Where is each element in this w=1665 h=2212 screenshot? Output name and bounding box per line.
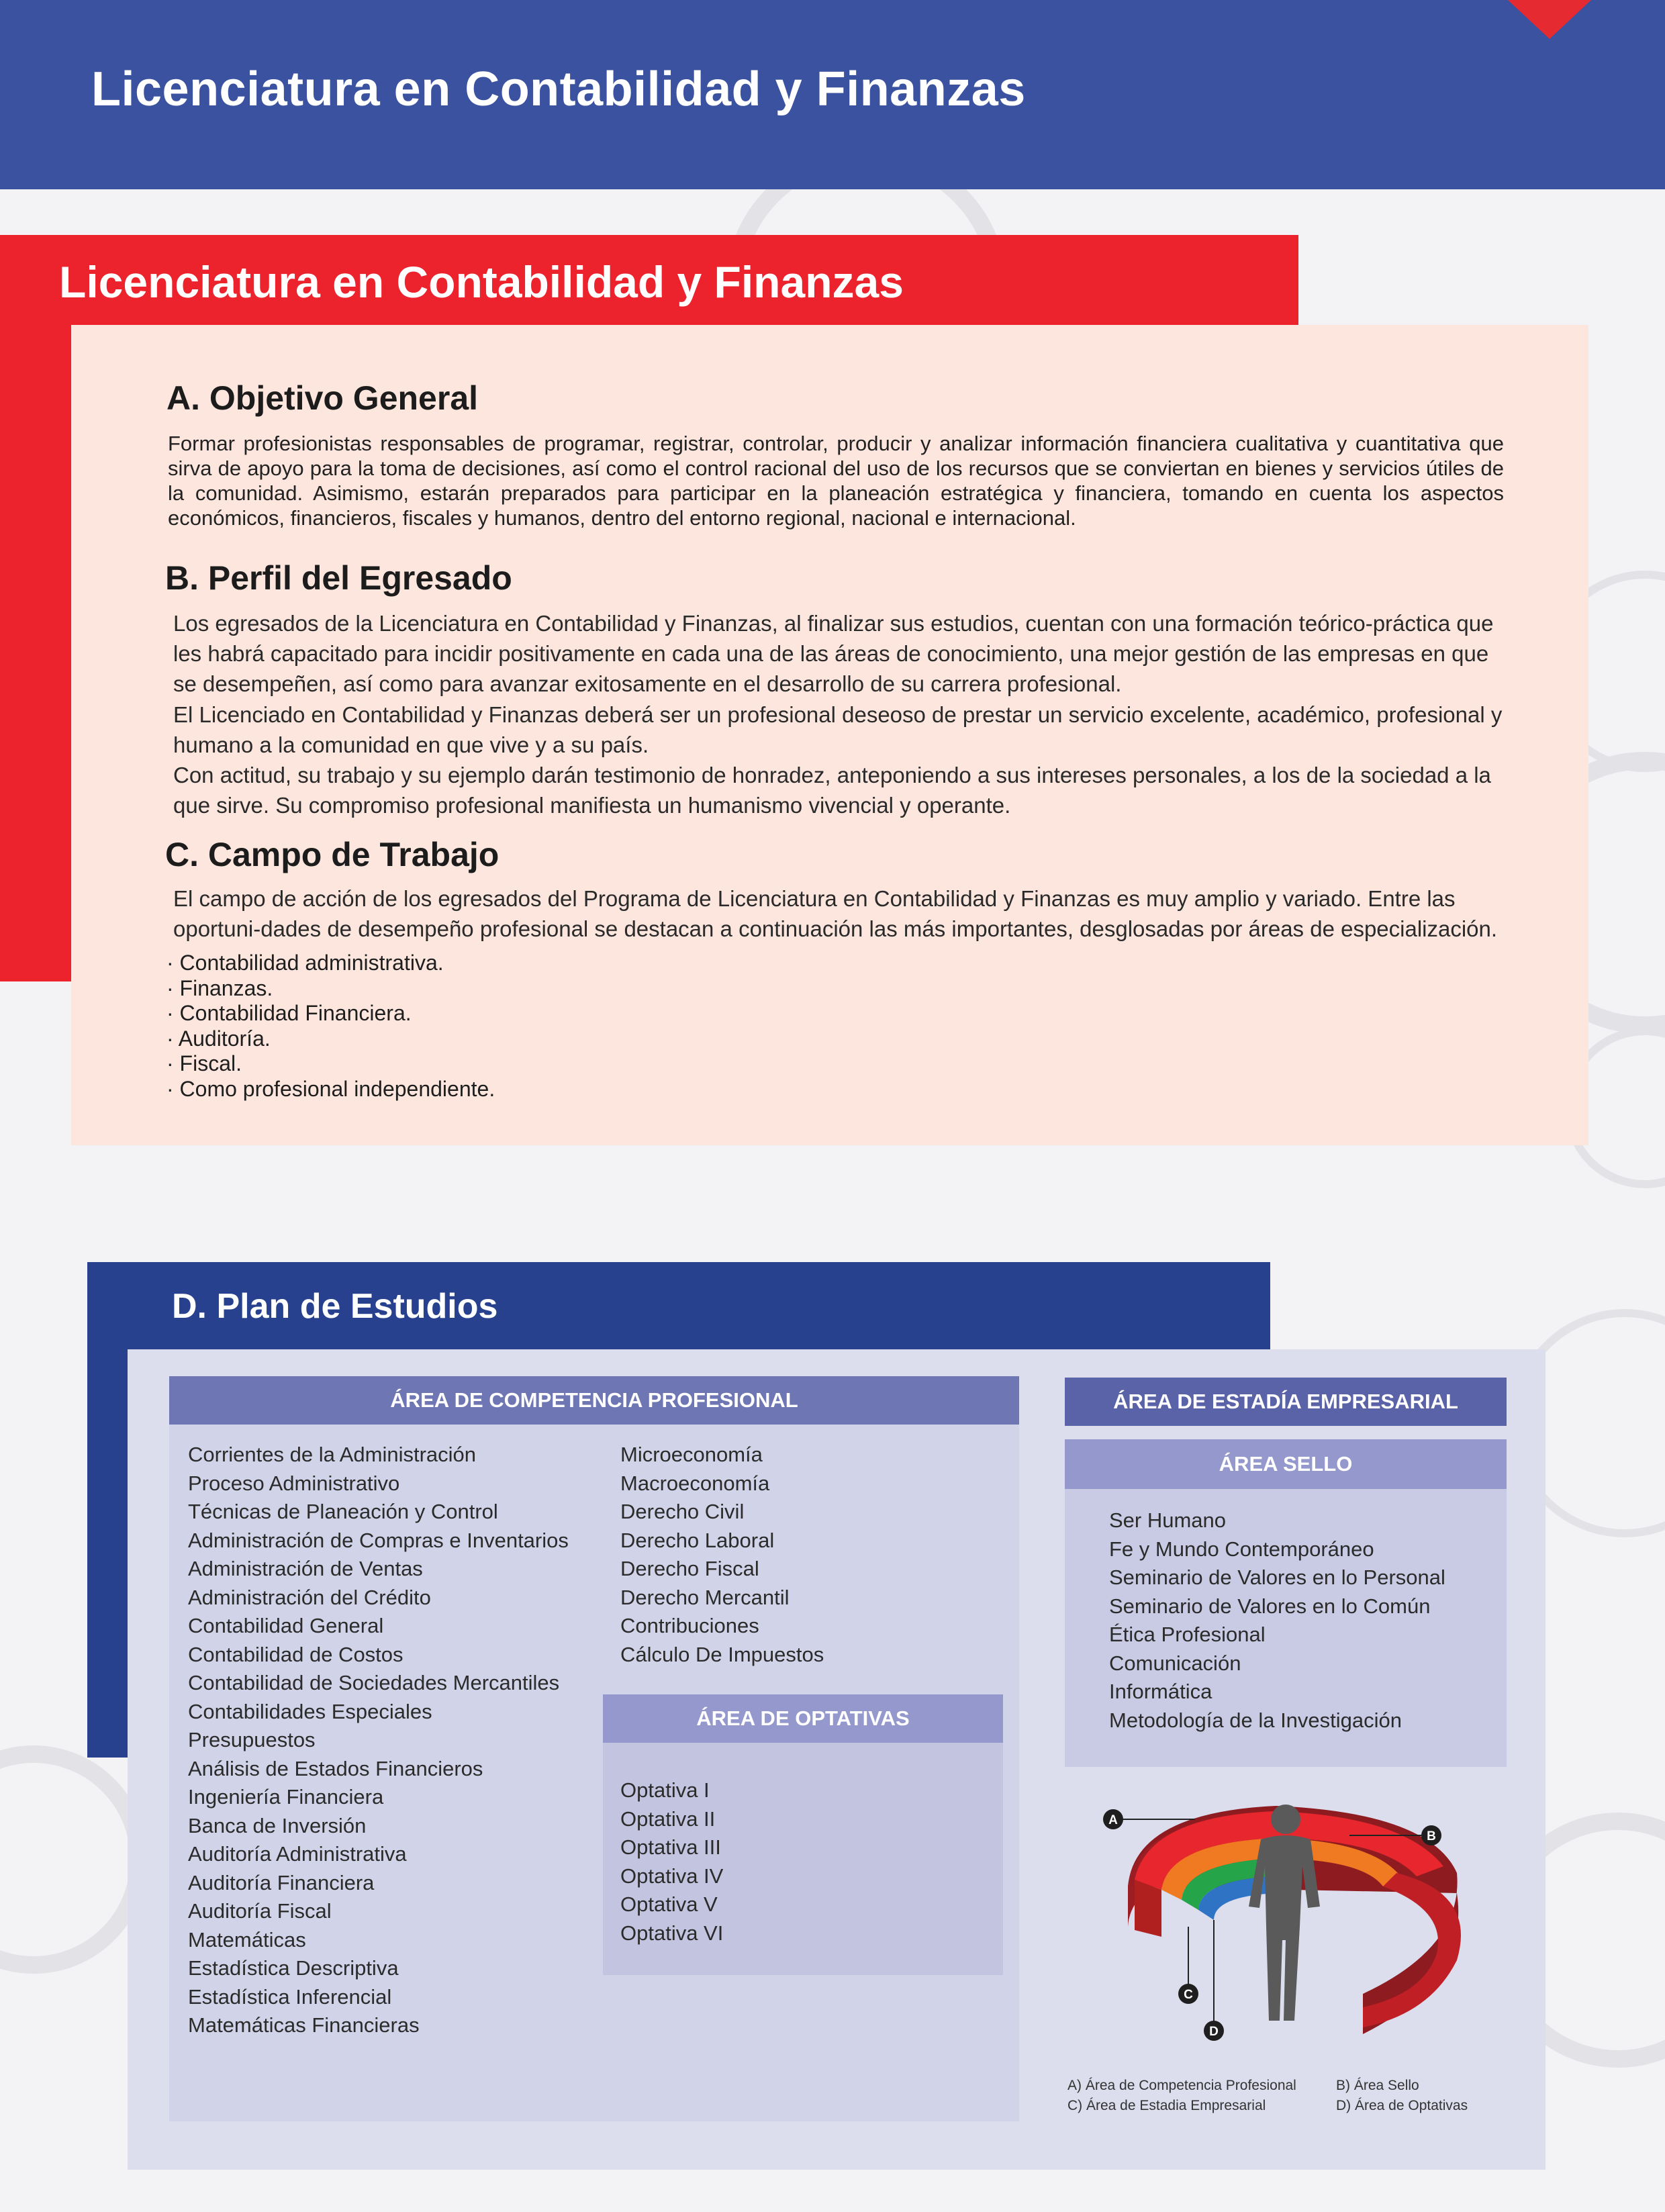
- legend-c: C) Área de Estadia Empresarial: [1067, 2098, 1266, 2113]
- marker-a-label: A: [1108, 1813, 1118, 1827]
- marker-c: [1178, 1984, 1198, 2004]
- list-item: Optativa VI: [620, 1921, 724, 1945]
- marker-a: [1103, 1809, 1123, 1829]
- top-header: [0, 0, 1665, 189]
- perfil-paragraph: El Licenciado en Contabilidad y Finanzas deberá ser un profesional deseoso de prestar un servicio excelente, académico, profesional y humano a la comunidad en que vive y a su país.: [173, 702, 1503, 757]
- sello-header: ÁREA SELLO: [1065, 1439, 1507, 1489]
- legend-a: A) Área de Competencia Profesional: [1067, 2078, 1296, 2093]
- list-item: Seminario de Valores en lo Común: [1109, 1594, 1431, 1618]
- list-item: · Contabilidad administrativa.: [166, 951, 444, 975]
- marker-b: [1421, 1825, 1441, 1845]
- objetivo-title: A. Objetivo General: [166, 379, 479, 417]
- list-item: Corrientes de la Administración: [188, 1443, 477, 1466]
- plan-panel: [128, 1349, 1545, 2170]
- competencia-list-col1: [188, 1441, 569, 2040]
- list-item: Ser Humano: [1109, 1508, 1227, 1532]
- plan-title: D. Plan de Estudios: [172, 1287, 498, 1326]
- list-item: Derecho Fiscal: [620, 1557, 759, 1580]
- list-item: · Contabilidad Financiera.: [166, 1001, 412, 1025]
- list-item: Matemáticas: [188, 1927, 306, 1952]
- list-item: Contabilidad General: [188, 1614, 384, 1637]
- list-item: Macroeconomía: [620, 1471, 770, 1495]
- content-panel: [71, 325, 1588, 1145]
- corner-triangle-decor: [1508, 0, 1591, 39]
- competencia-list-col2: [620, 1441, 824, 1669]
- list-item: Optativa III: [620, 1835, 721, 1859]
- list-item: Contabilidades Especiales: [188, 1699, 432, 1723]
- header-title: Licenciatura en Contabilidad y Finanzas: [91, 62, 1026, 116]
- list-item: Derecho Civil: [620, 1500, 745, 1523]
- list-item: Contabilidad de Sociedades Mercantiles: [188, 1671, 560, 1694]
- campo-title: C. Campo de Trabajo: [165, 836, 500, 873]
- list-item: Estadística Descriptiva: [188, 1956, 399, 1980]
- list-item: Técnicas de Planeación y Control: [188, 1500, 498, 1523]
- perfil-paragraph: Con actitud, su trabajo y su ejemplo darán testimonio de honradez, anteponiendo a sus intereses personales, a los de la sociedad a la que sirve. Su compromiso profesional manifiesta un humanismo vivencial y operante.: [173, 763, 1491, 818]
- list-item: Auditoría Financiera: [188, 1870, 375, 1894]
- list-item: Fe y Mundo Contemporáneo: [1109, 1537, 1374, 1561]
- marker-d: [1204, 2021, 1224, 2041]
- marker-b-label: B: [1427, 1829, 1436, 1843]
- list-item: Derecho Mercantil: [620, 1585, 790, 1609]
- optativas-box: [603, 1694, 1003, 1975]
- campo-text: El campo de acción de los egresados del Programa de Licenciatura en Contabilidad y Finanzas es muy amplio y variado. Entre las oportuni-dades de desempeño profesional se destacan a continuación las más importantes, desglosadas por áreas de especialización.: [173, 886, 1498, 941]
- optativas-list: [620, 1776, 723, 1947]
- list-item: · Como profesional independiente.: [166, 1076, 495, 1101]
- list-item: Ingeniería Financiera: [188, 1785, 384, 1809]
- ring-right: [1363, 1873, 1461, 2027]
- list-item: Análisis de Estados Financieros: [188, 1756, 483, 1780]
- list-item: Cálculo De Impuestos: [620, 1642, 824, 1666]
- list-item: Metodología de la Investigación: [1109, 1708, 1402, 1732]
- sello-list: [1109, 1506, 1445, 1735]
- study-areas-diagram: [1081, 1792, 1511, 2061]
- list-item: Optativa II: [620, 1807, 716, 1831]
- ring-3d-side: [1135, 1880, 1161, 1937]
- list-item: Ética Profesional: [1109, 1623, 1266, 1646]
- estadia-header: ÁREA DE ESTADÍA EMPRESARIAL: [1065, 1378, 1507, 1426]
- decor-ring: [0, 1745, 148, 1974]
- list-item: Auditoría Administrativa: [188, 1842, 407, 1866]
- objetivo-text: Formar profesionistas responsables de programar, registrar, controlar, producir y analizar información financiera cualitativa y cuantitativa que sirva de apoyo para la toma de decisiones, así como el control racional del uso de los recursos que se conviertan en bienes y servicios útiles de la comunidad. Asimismo, estarán preparados para participar en la planeación estratégica y financiera, tomando en cuenta los aspectos económicos, financieros, fiscales y humanos, dentro del entorno regional, nacional e internacional.: [168, 432, 1504, 530]
- sello-box: [1065, 1439, 1507, 1767]
- list-item: · Finanzas.: [166, 975, 273, 1000]
- list-item: Optativa I: [620, 1778, 710, 1802]
- legend-b: B) Área Sello: [1336, 2078, 1419, 2093]
- list-item: · Auditoría.: [166, 1026, 271, 1051]
- legend-d: D) Área de Optativas: [1336, 2098, 1468, 2113]
- list-item: Administración de Ventas: [188, 1557, 423, 1580]
- perfil-title: B. Perfil del Egresado: [165, 559, 512, 597]
- perfil-paragraph: Los egresados de la Licenciatura en Contabilidad y Finanzas, al finalizar sus estudios, cuentan con una formación teórico-práctica que les habrá capacitado para incidir positivamente en cada una de las áreas de conocimiento, una mejor gestión de las empresas en que se desempeñen, así como para avanzar exitosamente en el desarrollo de su carrera profesional.: [173, 611, 1494, 696]
- list-item: Microeconomía: [620, 1443, 763, 1466]
- list-item: Optativa IV: [620, 1864, 724, 1888]
- list-item: Presupuestos: [188, 1728, 316, 1751]
- competencia-header: ÁREA DE COMPETENCIA PROFESIONAL: [169, 1376, 1019, 1425]
- campo-list: [166, 951, 495, 1102]
- list-item: Informática: [1109, 1680, 1212, 1703]
- section-title: Licenciatura en Contabilidad y Finanzas: [59, 257, 904, 307]
- list-item: Matemáticas Financieras: [188, 2013, 420, 2037]
- list-item: Derecho Laboral: [620, 1528, 775, 1552]
- list-item: · Fiscal.: [166, 1051, 242, 1075]
- list-item: Comunicación: [1109, 1651, 1241, 1675]
- competencia-box: [169, 1376, 1019, 2121]
- list-item: Proceso Administrativo: [188, 1471, 400, 1495]
- optativas-header: ÁREA DE OPTATIVAS: [603, 1694, 1003, 1743]
- list-item: Administración del Crédito: [188, 1585, 431, 1609]
- list-item: Contribuciones: [620, 1614, 759, 1637]
- marker-d-label: D: [1209, 2025, 1219, 2039]
- list-item: Administración de Compras e Inventarios: [188, 1528, 569, 1552]
- list-item: Seminario de Valores en lo Personal: [1109, 1566, 1445, 1589]
- list-item: Estadística Inferencial: [188, 1984, 392, 2009]
- list-item: Banca de Inversión: [188, 1813, 367, 1837]
- list-item: Contabilidad de Costos: [188, 1642, 403, 1666]
- list-item: Optativa V: [620, 1892, 718, 1916]
- marker-c-label: C: [1184, 1988, 1193, 2002]
- list-item: Auditoría Fiscal: [188, 1899, 332, 1923]
- diagram-legend-right: [1336, 2076, 1468, 2116]
- diagram-legend-left: [1067, 2076, 1296, 2116]
